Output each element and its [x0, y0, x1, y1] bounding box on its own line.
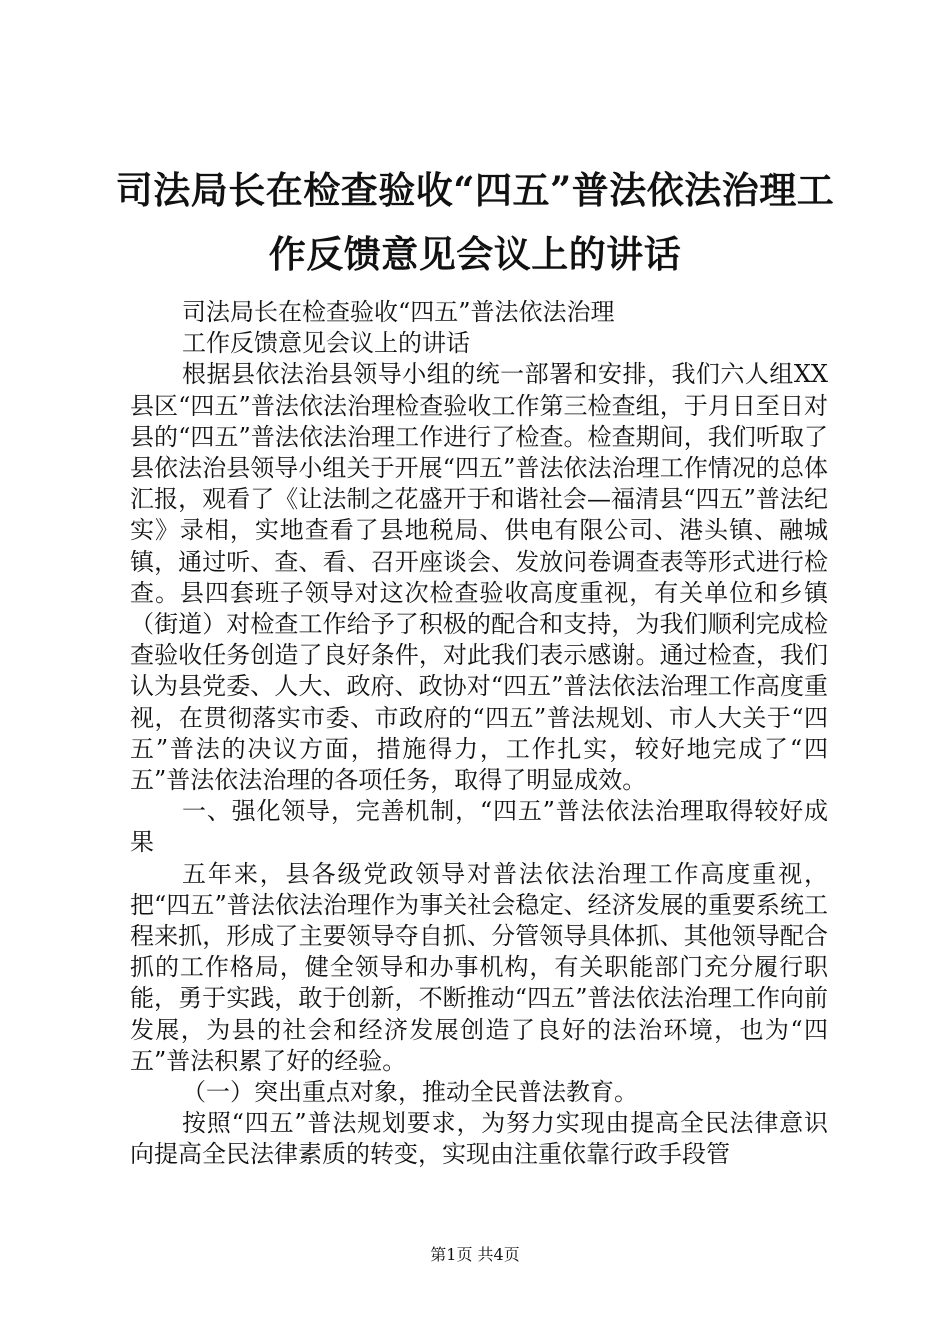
document-title [100, 158, 850, 286]
subsection-heading: （一）突出重点对象，推动全民普法教育。 [182, 1078, 638, 1107]
body-paragraph: 按照“四五”普法规划要求，为努力实现由提高全民法律意识向提高全民法律素质的转变，实现由注重依靠行政手段管 [130, 1109, 828, 1169]
page-footer: 第1页 共4页 [430, 1245, 520, 1264]
title-line-1: 司法局长在检查验收“四五”普法依法治理工 [115, 168, 835, 212]
subtitle-line-2: 工作反馈意见会议上的讲话 [182, 329, 470, 358]
body-paragraph: 五年来，县各级党政领导对普法依法治理工作高度重视，把“四五”普法依法治理作为事关社会稳定、经济发展的重要系统工程来抓，形成了主要领导夺自抓、分管领导具体抓、其他领导配合抓的工作格局，健全领导和办事机构，有关职能部门充分履行职能，勇于实践，敢于创新，不断推动“四五”普法依法治理工作向前发展，为县的社会和经济发展创造了良好的法治环境，也为“四五”普法积累了好的经验。 [130, 859, 828, 1075]
document-body [130, 297, 828, 1171]
section-heading: 一、强化领导，完善机制，“四五”普法依法治理取得较好成果 [130, 797, 828, 857]
body-paragraph: 根据县依法治县领导小组的统一部署和安排，我们六人组XX县区“四五”普法依法治理检查验收工作第三检查组，于月日至日对县的“四五”普法依法治理工作进行了检查。检查期间，我们听取了县依法治县领导小组关于开展“四五”普法依法治理工作情况的总体汇报，观看了《让法制之花盛开于和谐社会—福清县“四五”普法纪实》录相，实地查看了县地税局、供电有限公司、港头镇、融城镇，通过听、查、看、召开座谈会、发放问卷调查表等形式进行检查。县四套班子领导对这次检查验收高度重视，有关单位和乡镇（街道）对检查工作给予了积极的配合和支持，为我们顺利完成检查验收任务创造了良好条件，对此我们表示感谢。通过检查，我们认为县党委、人大、政府、政协对“四五”普法依法治理工作高度重视，在贯彻落实市委、市政府的“四五”普法规划、市人大关于“四五”普法的决议方面，措施得力，工作扎实，较好地完成了“四五”普法依法治理的各项任务，取得了明显成效。 [130, 360, 828, 795]
title-line-2: 作反馈意见会议上的讲话 [268, 232, 682, 276]
subtitle-line-1: 司法局长在检查验收“四五”普法依法治理 [182, 298, 615, 326]
